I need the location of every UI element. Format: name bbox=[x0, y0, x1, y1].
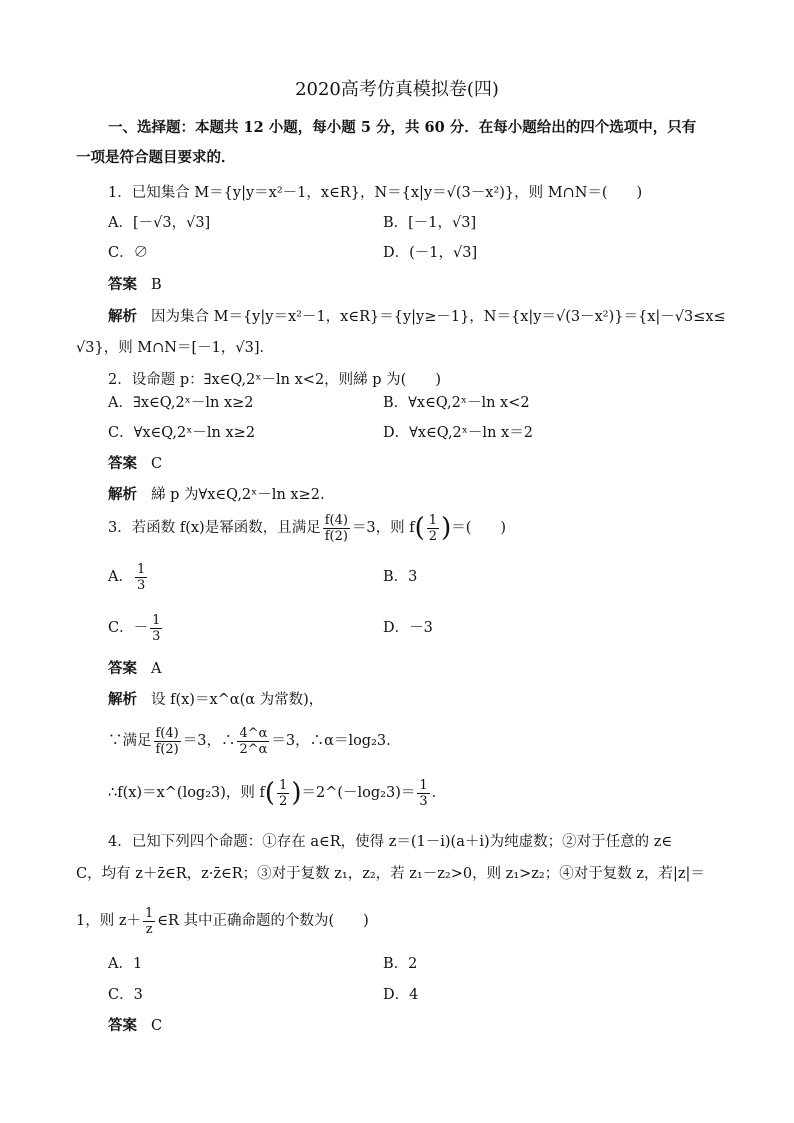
q3-analysis-line2 bbox=[108, 723, 391, 759]
q1-analysis-row bbox=[108, 307, 726, 327]
q1-option-d: D．(－1，√3] bbox=[383, 245, 478, 261]
q3-option-b: B．3 bbox=[383, 569, 418, 585]
denominator: 2 bbox=[428, 528, 438, 544]
q2-answer: C bbox=[151, 456, 163, 472]
q4-stem-line1: 4．已知下列四个命题：①存在 a∈R，使得 z＝(1－i)(a＋i)为纯虚数；②对于任意的 z∈ bbox=[108, 834, 673, 850]
q2-option-b: B．∀x∈Q,2ˣ－ln x<2 bbox=[383, 395, 530, 411]
q4-answer-row bbox=[108, 1016, 162, 1036]
denominator: 3 bbox=[152, 628, 161, 644]
option-prefix: A． bbox=[108, 569, 133, 585]
numerator: 1 bbox=[419, 777, 428, 793]
q3-option-c bbox=[108, 611, 164, 645]
text: ∵满足 bbox=[108, 733, 152, 749]
section-heading-line1: 一、选择题：本题共 12 小题，每小题 5 分，共 60 分．在每小题给出的四个选项中，只有 bbox=[108, 119, 697, 136]
analysis-label: 解析 bbox=[108, 308, 137, 325]
q3-analysis-row bbox=[108, 690, 323, 710]
q2-option-a: A．∃x∈Q,2ˣ－ln x≥2 bbox=[108, 395, 254, 411]
text: ＝3，∴α＝log₂3. bbox=[271, 733, 391, 749]
q3-fraction-half bbox=[427, 513, 439, 544]
numerator: 1 bbox=[136, 561, 146, 577]
q4-answer: C bbox=[151, 1018, 163, 1034]
fraction bbox=[135, 562, 147, 593]
page-title: 2020高考仿真模拟卷(四) bbox=[295, 79, 499, 100]
answer-label: 答案 bbox=[108, 455, 137, 472]
q2-analysis: 綈 p 为∀x∈Q,2ˣ－ln x≥2. bbox=[151, 487, 325, 503]
q4-stem-line2: C，均有 z＋z̄∈R，z·z̄∈R；③对于复数 z₁，z₂，若 z₁－z₂>0，则 z₁>z₂；④对于复数 z，若|z|＝ bbox=[76, 866, 705, 882]
numerator: f(4) bbox=[324, 512, 348, 528]
text: 1，则 z＋ bbox=[76, 913, 141, 929]
q1-answer: B bbox=[151, 277, 162, 293]
fraction bbox=[143, 906, 155, 937]
q3-analysis-line1: 设 f(x)＝x^α(α 为常数)， bbox=[151, 692, 324, 708]
q4-stem-line3 bbox=[76, 903, 369, 939]
analysis-label: 解析 bbox=[108, 691, 137, 708]
q2-answer-row bbox=[108, 454, 162, 474]
section-heading-line2: 一项是符合题目要求的． bbox=[76, 149, 236, 166]
q3-fraction-f4-f2 bbox=[323, 513, 350, 544]
q3-answer-row bbox=[108, 659, 161, 679]
option-prefix: C．－ bbox=[108, 620, 149, 636]
numerator: 1 bbox=[279, 777, 288, 793]
q3-stem: 3．若函数 f(x)是幂函数，且满足 $\frac{f(4)}{f(2)}$ ＝3，则 f( $\frac{1}{2}$ )＝( ) bbox=[108, 512, 507, 544]
answer-label: 答案 bbox=[108, 1017, 137, 1034]
fraction bbox=[150, 613, 162, 644]
q3-stem-part3: ＝( ) bbox=[451, 520, 507, 536]
numerator: 1 bbox=[428, 512, 438, 528]
q3-answer: A bbox=[151, 661, 162, 677]
q1-analysis-line2: √3}，则 M∩N＝[－1，√3]． bbox=[76, 340, 274, 356]
q4-option-b: B．2 bbox=[383, 956, 418, 972]
denominator: f(2) bbox=[324, 528, 348, 544]
numerator: f(4) bbox=[155, 725, 179, 741]
fraction bbox=[154, 726, 181, 757]
analysis-label: 解析 bbox=[108, 486, 137, 503]
denominator: z bbox=[145, 921, 153, 937]
denominator: 3 bbox=[419, 793, 428, 809]
q1-analysis-line1: 因为集合 M＝{y|y＝x²－1，x∈R}＝{y|y≥－1}，N＝{x|y＝√(3－x²)}＝{x|－√3≤x≤ bbox=[151, 309, 726, 325]
q3-stem-part1: 3．若函数 f(x)是幂函数，且满足 bbox=[108, 520, 321, 536]
text: ＝3，∴ bbox=[182, 733, 236, 749]
q1-option-b: B．[－1，√3] bbox=[383, 215, 477, 231]
q2-analysis-row bbox=[108, 485, 325, 505]
q4-option-d: D．4 bbox=[383, 987, 419, 1003]
q2-stem: 2．设命题 p：∃x∈Q,2ˣ－ln x<2，则綈 p 为( ) bbox=[108, 372, 441, 388]
fraction bbox=[237, 726, 269, 757]
text: ∈R 其中正确命题的个数为( ) bbox=[157, 913, 369, 929]
q1-answer-row bbox=[108, 275, 162, 295]
q3-option-d: D．－3 bbox=[383, 620, 433, 636]
q3-option-a bbox=[108, 560, 149, 594]
q4-option-c: C．3 bbox=[108, 987, 143, 1003]
denominator: 3 bbox=[136, 577, 146, 593]
q1-stem: 1．已知集合 M＝{y|y＝x²－1，x∈R}，N＝{x|y＝√(3－x²)}，则 M∩N＝( ) bbox=[108, 185, 643, 201]
q1-option-a: A．[－√3，√3] bbox=[108, 215, 211, 231]
text: ∴f(x)＝x^(log₂3)，则 f bbox=[108, 785, 265, 801]
q3-analysis-line3: ∴f(x)＝x^(log₂3)，则 f( $\frac{1}{2}$ )＝2^(－log₂3)＝ $\frac{1}{3}$ . bbox=[108, 777, 437, 809]
fraction bbox=[417, 778, 429, 809]
fraction bbox=[277, 778, 289, 809]
answer-label: 答案 bbox=[108, 276, 137, 293]
numerator: 1 bbox=[152, 612, 161, 628]
denominator: f(2) bbox=[155, 741, 179, 757]
numerator: 4^α bbox=[239, 725, 268, 741]
q4-option-a: A．1 bbox=[108, 956, 143, 972]
q2-option-d: D．∀x∈Q,2ˣ－ln x＝2 bbox=[383, 425, 533, 441]
denominator: 2 bbox=[279, 793, 288, 809]
q3-stem-part2: ＝3，则 f bbox=[351, 520, 415, 536]
text: ＝2^(－log₂3)＝ bbox=[301, 785, 416, 801]
numerator: 1 bbox=[144, 905, 154, 921]
denominator: 2^α bbox=[239, 741, 268, 757]
q1-option-c: C．∅ bbox=[108, 245, 149, 261]
answer-label: 答案 bbox=[108, 660, 137, 677]
text: . bbox=[431, 785, 437, 801]
q2-option-c: C．∀x∈Q,2ˣ－ln x≥2 bbox=[108, 425, 256, 441]
